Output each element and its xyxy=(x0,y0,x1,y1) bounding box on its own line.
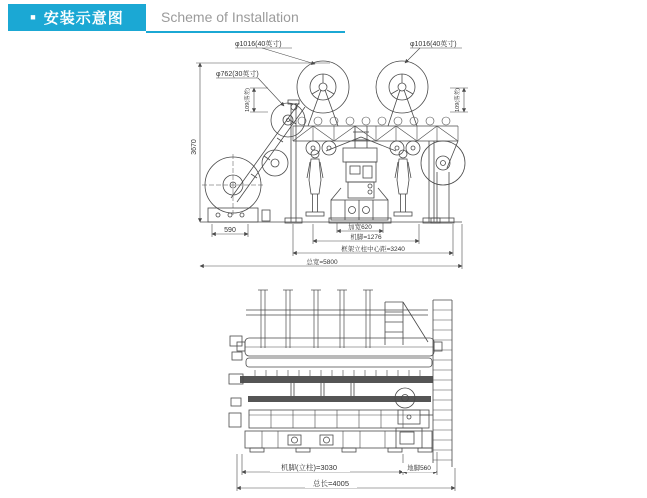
label-total-width: 总宽=5800 xyxy=(306,259,338,266)
front-view-drawing xyxy=(200,61,465,223)
label-column-center-distance: 框架立柱中心距=3240 xyxy=(341,246,405,253)
side-view-drawing xyxy=(229,290,452,467)
page-title-zh: 安装示意图 xyxy=(43,10,124,27)
label-base-width: 590 xyxy=(224,227,236,234)
human-figure-right xyxy=(394,150,412,216)
page-title-en: Scheme of Installation xyxy=(161,9,299,25)
label-total-length: 总长=4005 xyxy=(312,479,350,488)
label-overall-height: 3670 xyxy=(191,139,198,155)
label-offset-left: 109(落差) xyxy=(245,88,251,112)
label-machine-foot: 机脚=1276 xyxy=(350,234,382,241)
label-reel-small-dia: φ762(30英寸) xyxy=(216,71,259,78)
label-reel-large-left-dia: φ1016(40英寸) xyxy=(235,41,282,48)
label-anchor-foot: 地脚560 xyxy=(407,465,431,472)
label-machine-foot-columns: 机脚(立柱)=3030 xyxy=(280,463,338,472)
label-widened: 加宽620 xyxy=(348,224,372,231)
human-figure-left xyxy=(306,150,324,216)
label-reel-large-right-dia: φ1016(40英寸) xyxy=(410,41,457,48)
label-offset-right: 109(落差) xyxy=(455,88,461,112)
bullet-square-icon: ■ xyxy=(30,12,37,22)
